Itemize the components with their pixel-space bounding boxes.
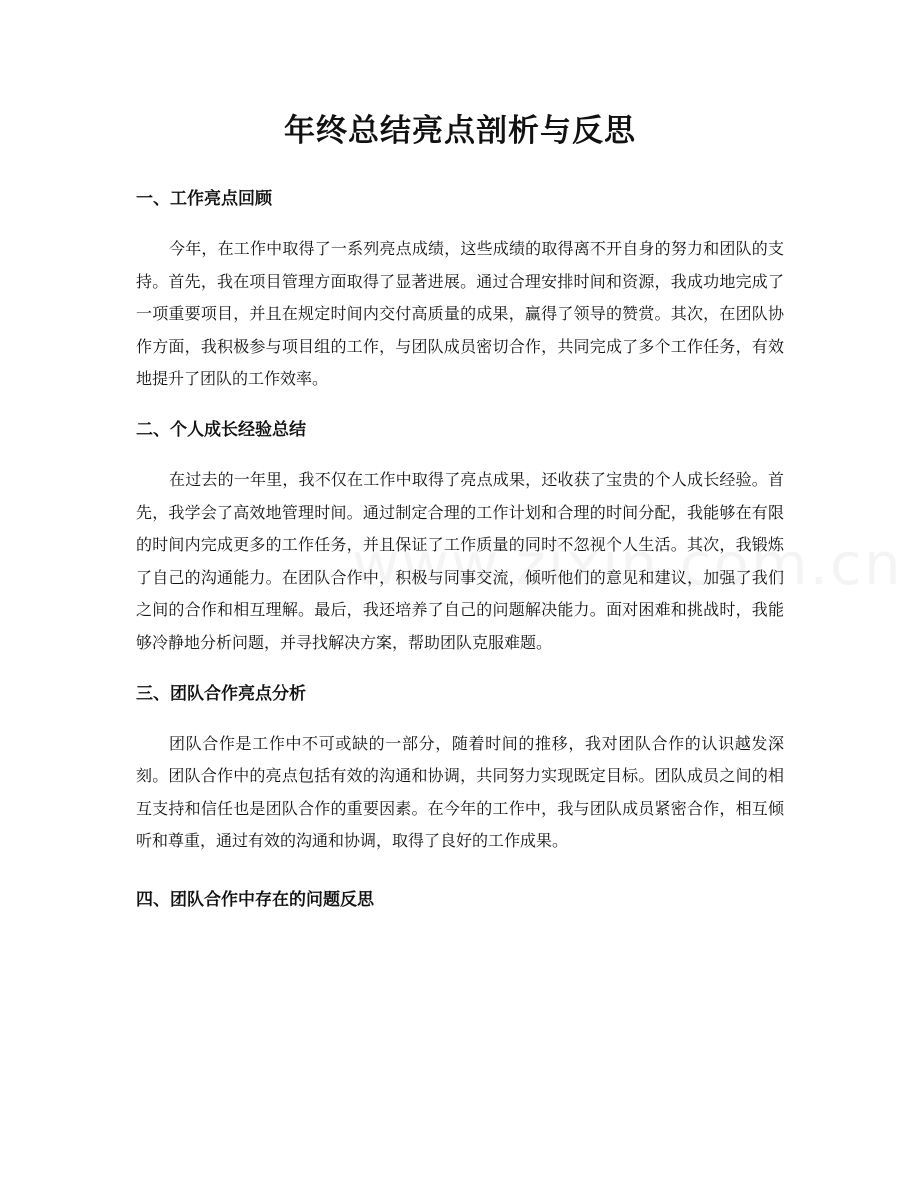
section-heading-2: 二、个人成长经验总结 (136, 419, 306, 440)
section-paragraph-3: 团队合作是工作中不可或缺的一部分，随着时间的推移，我对团队合作的认识越发深刻。团队合作中的亮点包括有效的沟通和协调，共同努力实现既定目标。团队成员之间的相互支持和信任也是团队合作的重要因素。在今年的工作中，我与团队成员紧密合作，相互倾听和尊重，通过有效的沟通和协调，取得了良好的工作成果。 (136, 733, 784, 851)
section-heading-4: 四、团队合作中存在的问题反思 (136, 889, 374, 910)
section-paragraph-2: 在过去的一年里，我不仅在工作中取得了亮点成果，还收获了宝贵的个人成长经验。首先，我学会了高效地管理时间。通过制定合理的工作计划和合理的时间分配，我能够在有限的时间内完成更多的工作任务，并且保证了工作质量的同时不忽视个人生活。其次，我锻炼了自己的沟通能力。在团队合作中，积极与同事交流，倾听他们的意见和建议，加强了我们之间的合作和相互理解。最后，我还培养了自己的问题解决能力。面对困难和挑战时，我能够冷静地分析问题，并寻找解决方案，帮助团队克服难题。 (136, 469, 784, 652)
section-heading-3: 三、团队合作亮点分析 (136, 683, 306, 704)
section-paragraph-1: 今年，在工作中取得了一系列亮点成绩，这些成绩的取得离不开自身的努力和团队的支持。首先，我在项目管理方面取得了显著进展。通过合理安排时间和资源，我成功地完成了一项重要项目，并且在规定时间内交付高质量的成果，赢得了领导的赞赏。其次，在团队协作方面，我积极参与项目组的工作，与团队成员密切合作，共同完成了多个工作任务，有效地提升了团队的工作效率。 (136, 239, 784, 389)
section-heading-1: 一、工作亮点回顾 (136, 189, 272, 209)
page-title: 年终总结亮点剖析与反思 (284, 113, 636, 149)
